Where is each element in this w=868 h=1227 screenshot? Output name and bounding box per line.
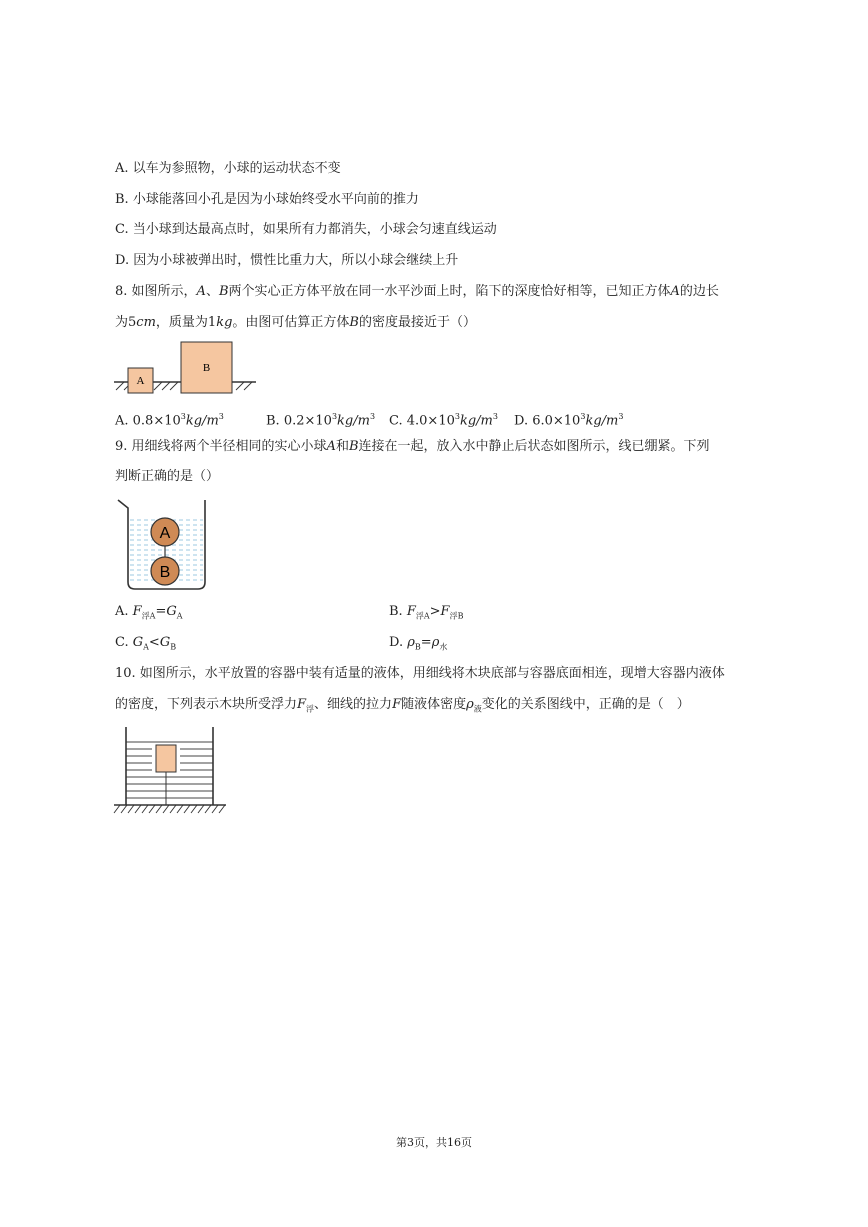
q10-container-figure	[112, 725, 228, 817]
cube-a-label: A	[136, 375, 145, 387]
q8-option-d: D. $6.0\times 10^3kg/m^3$	[514, 412, 624, 429]
wood-block	[156, 745, 176, 772]
q9-option-a: A. $F_{浮A}=G_A$	[115, 604, 183, 621]
q7-option-d: D. 因为小球被弹出时，惯性比重力大，所以小球会继续上升	[115, 253, 459, 268]
q10-stem-line1: 10. 如图所示，水平放置的容器中装有适量的液体，用细线将木块底部与容器底面相连，现增大容器内液体	[115, 666, 725, 681]
q9-stem-line2: 判断正确的是（）	[115, 469, 220, 484]
q9-option-b: B. $F_{浮A}>F_{浮B}$	[389, 604, 464, 621]
q8-option-b: B. $0.2\times 10^3kg/m^3$	[266, 412, 376, 429]
q7-option-a: A. 以车为参照物，小球的运动状态不变	[115, 161, 341, 176]
q9-beaker-figure	[112, 494, 214, 594]
q9-stem-line1: 9. 用细线将两个半径相同的实心小球A和B连接在一起，放入水中静止后状态如图所示，线已绷紧。下列	[115, 439, 710, 454]
ball-b-label: B	[159, 564, 171, 581]
ball-a-label: A	[159, 525, 171, 542]
q8-option-a: A. $0.8\times 10^3kg/m^3$	[115, 412, 224, 429]
q9-option-d: D. $\rho_B=\rho_水$	[389, 635, 448, 652]
q7-option-c: C. 当小球到达最高点时，如果所有力都消失，小球会匀速直线运动	[115, 222, 497, 237]
q8-stem-line2: 为5cm，质量为1kg。由图可估算正方体B的密度最接近于（）	[115, 315, 476, 330]
q8-stem-line1: 8. 如图所示，A、B两个实心正方体平放在同一水平沙面上时，陷下的深度恰好相等，已知正方体A的边长	[115, 284, 719, 299]
q8-option-c: C. $4.0\times 10^3kg/m^3$	[389, 412, 498, 429]
q7-option-b: B. 小球能落回小孔是因为小球始终受水平向前的推力	[115, 192, 419, 207]
page-number: 第3页，共16页	[396, 1136, 472, 1149]
q10-stem-line2: 的密度，下列表示木块所受浮力$F_浮$、细线的拉力F随液体密度$\rho_液$变化的关系图线中，正确的是（ ）	[115, 697, 690, 714]
q8-cubes-figure	[112, 338, 258, 398]
q9-option-c: C. $G_A<G_B$	[115, 635, 177, 652]
cube-b-label: B	[202, 362, 211, 374]
